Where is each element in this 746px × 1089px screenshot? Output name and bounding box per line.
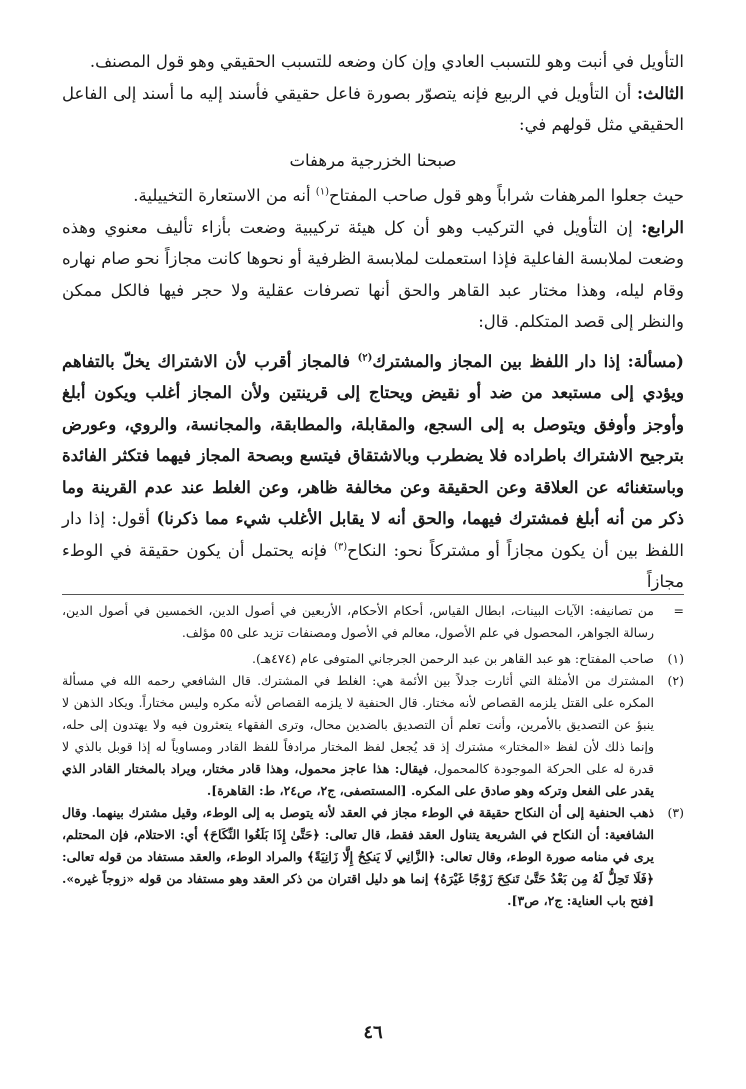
paragraph-opening: التأويل في أنبت وهو للتسبب العادي وإن كان وضعه للتسبب الحقيقي وهو قول المصنف. (89, 52, 684, 71)
verse-line: صبحنا الخزرجية مرهفات (289, 150, 457, 170)
paragraph-fourth: الرابع: إن التأويل في التركيب وهو أن كل هيئة تركيبية وضعت بأزاء تأليف معنوي وهذه وضعت لملابسة الفاعلية فإذا استعملت لملابسة الظرفية أو نحوها كانت مجازاً نحو صام نهاره وقام ليله، وهذا مختار عبد القاهر والحق أنها تصرفات عقلية ولا حجر فيها فالكل ممكن والنظر إلى قصد المتكلم. قال: (62, 217, 684, 331)
paragraph-after-verse: حيث جعلوا المرهفات شراباً وهو قول صاحب المفتاح$^{(١)}$ أنه من الاستعارة التخييلية. (133, 186, 684, 205)
footnote-3: (٣) ذهب الحنفية إلى أن النكاح حقيقة في الوطء مجاز في العقد لأنه يتوصل به إلى الوطء، وقيل مشترك بينهما. وقال الشافعية: أن النكاح في الشريعة يتناول العقد فقط، قال تعالى: ﴿حَتَّىٰ إِذَا بَلَغُوا النِّكَاحَ﴾ أي: الاحتلام، فإن المحتلم، يرى في منامه صورة الوطء، وقال تعالى: ﴿الزَّانِي لَا يَنكِحُ إِلَّا زَانِيَةً﴾ والمراد الوطء، والعقد مستفاد من قوله تعالى: ﴿فَلَا تَحِلُّ لَهُ مِن بَعْدُ حَتَّىٰ تَنكِحَ زَوْجًا غَيْرَهُ﴾ إنما هو دليل اقتران من ذكر العقد وهو مستفاد من قوله «زوجاً غيره». [فتح باب العناية: ج٢، ص٣]. (62, 805, 684, 908)
footnote-ref-3[interactable]: (٣) (333, 541, 348, 552)
footnote-1: (١) صاحب المفتاح: هو عبد القاهر بن عبد الرحمن الجرجاني المتوفى عام (٤٧٤هـ). (252, 651, 684, 666)
third-label: الثالث: (637, 83, 684, 103)
footnotes (62, 600, 684, 912)
paragraph-third: الثالث: أن التأويل في الربيع فإنه يتصوّر بصورة فاعل حقيقي فأسند إليه ما أسند إلى الفاعل الحقيقي مثل قولهم في: (62, 83, 684, 134)
footnote-ref-2[interactable]: (٢) (357, 352, 373, 363)
paragraph-masala: (مسألة: إذا دار اللفظ بين المجاز والمشترك$^{(٢)}$ فالمجاز أقرب لأن الاشتراك يخلّ بالتفاهم ويؤدي إلى مستبعد من ضد أو نقيض ويحتاج إلى قرينتين ولأن المجاز أغلب ويكون أبلغ وأوجز وأوفق ويتوصل به إلى السجع، والمقابلة، والمطابقة، والمجانسة، والروي، وعورض بترجيح الاشتراك باطراده فلا يضطرب وبالاشتقاق فيتسع وبصحة المجاز فيهما فتكثر الفائدة وباستغنائه عن العلاقة وعن الحقيقة وعن مخالفة ظاهر، وعن الغلط عند عدم القرينة وما ذكر من أنه أبلغ فمشترك فيهما، والحق أنه لا يقابل الأغلب شيء مما ذكرنا) أقول: إذا دار اللفظ بين أن يكون مجازاً أو مشتركاً نحو: النكاح$^{(٣)}$ فإنه يحتمل أن يكون حقيقة في الوطء مجازاً (62, 351, 684, 591)
footnote-2: (٢) المشترك من الأمثلة التي أثارت جدلاً بين الأئمة هي: الغلط في المشترك. قال الشافعي رحمه الله في مسألة المكره على القتل يلزمه القصاص لأنه مختار. قال الحنفية لا يلزمه القصاص لأنه مكره وليس مختاراً. ويكاد الذهن لا ينبؤ عن التصديق بالأمرين، وأنت تعلم أن التصديق بالضدين محال، وترى الفقهاء يتعثرون فيه ولا يهتدون إلى حله، وإنما ذلك لأن لفظ «المختار» مشترك إذ قد يُجعل لفظ المختار مرادفاً للفظ القادر ومساوياً له إذا قوبل بالذي لا قدرة له على الحركة الموجودة كالمحمول، فيقال: هذا عاجز محمول، وهذا قادر مختار، ويراد بالمختار القادر الذي يقدر على الفعل وتركه وهو صادق على المكره. [المستصفى، ج٢، ص٢٤، ط: القاهرة]. (62, 673, 684, 798)
footnote-continued: = من تصانيفه: الآيات البينات، ابطال القياس، أحكام الأحكام، الأربعين في أصول الدين، الخمسين في أصول الدين، رسالة الجواهر، المحصول في علم الأصول، معالم في الأصول ومصنفات تزيد على ٥٥ مؤلف. (62, 603, 684, 640)
footnote-ref-1[interactable]: (١) (315, 186, 329, 198)
footnote-separator (62, 594, 684, 595)
main-text (62, 46, 684, 598)
page-number: ٤٦ (363, 1022, 383, 1043)
fourth-label: الرابع: (641, 217, 684, 237)
